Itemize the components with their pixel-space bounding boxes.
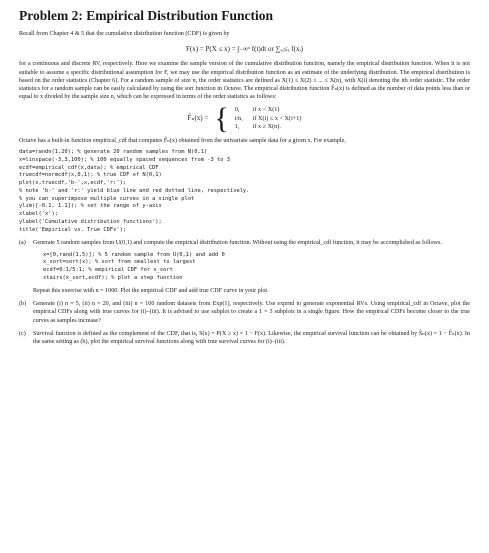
paragraph-order-statistics: for a continuous and discrete RV, respectively. Here we examine the sample version of the cumulative distribution function, namely the empirical distribution function. When it is not suitable to assume a specific distributional assumption for F, we may use the empirical distribution function as an estimate of the underlying distribution. The empirical distribution is based on the order statistics (Chapter 6). For a random sample of size n, the order statistics are defined as X(1) ≤ X(2) ≤ ... ≤ X(n), with X(i) denoting the ith order statistic. The order statistics for a random sample can be easily calculated by using the sort function in Octave. The empirical distribution function F̂ₙ(x) is defined as the number of data points less than or equal to x divided by the sample size n, which can be expressed in terms of the order statistics as follows: xyxy=(19,61,470,101)
code-example: data=randn(1,20); % generate 20 random samples from N(0,1) x=linspace(-3,3,100); % 100 equally spaced sequences from -3 to 3 ecdf=empirical_cdf(x,data); % empirical CDF truecdf=normcdf(x,0,1); % true CDF of N(0,1) plot(x,truecdf,'b-',x,ecdf,'r:'); % note 'b-' and 'r:' yield blue line and red dotted line, respectively. % you can superimpose multiple curves in a single plot ylim([-0.1, 1.1]); % set the range of y-axis xlabel('x'); ylabel('Cumulative distribution functions'); title('Empirical vs. True CDFs'); xyxy=(19,149,250,233)
left-brace-glyph: { xyxy=(214,101,229,135)
question-text: Survival function is defined as the complement of the CDF, that is, S(x) = P(X ≥ x) = 1 − F(x). Likewise, the empirical survival function can be obtained by Ŝₙ(x) = 1 − F̂ₙ(x). In the same setting as (b), plot the empirical survival functions along with true survival curves for (i)–(iii). xyxy=(33,330,470,346)
paragraph-octave: Octave has a built-in function empirical_cdf that computes F̂ₙ(x) obtained from the univariate sample data for a given x. For example, xyxy=(19,137,346,144)
edf-definition xyxy=(19,101,470,135)
edf-lhs: F̂ₙ(x) = xyxy=(187,114,209,123)
question-b xyxy=(19,300,470,325)
problem-title: Problem 2: Empirical Distribution Function xyxy=(19,8,274,23)
intro-text: Recall from Chapter 4 & 5 that the cumulative distribution function (CDF) is given by xyxy=(19,31,230,37)
question-followup: Repeat this exercise with n = 1000. Plot the empirical CDF and add true CDF curve in your plot. xyxy=(33,287,269,294)
edf-case-row: i/n, if X(i) ≤ x < X(i+1) xyxy=(234,114,302,122)
question-text: Generate (i) n = 5, (ii) n = 20, and (iii) n = 100 random datasets from Exp(1), respectively. Use exprnd to generate exponential RVs. Using empirical_cdf in Octave, plot the empirical CDFs along with true curves for (i)–(iii). It is advised to use subplot to create a 1 × 3 subplots in a single figure. How the empirical CDFs become closer to the true curves as samples increase? xyxy=(33,300,470,324)
cdf-equation: F(x) = P(X ≤ x) = ∫₋∞ˣ f(t)dt or ∑ₓᵢ≤ₓ f(xᵢ) xyxy=(186,45,303,54)
question-a xyxy=(19,239,470,295)
edf-case-row: 1, if x ≥ X(n). xyxy=(234,122,281,130)
edf-case-row: 0, if x < X(1) xyxy=(234,106,280,114)
edf-cases xyxy=(235,106,302,131)
question-label: (b) xyxy=(19,300,27,307)
question-c xyxy=(19,330,470,347)
question-label: (a) xyxy=(19,240,26,247)
question-label: (c) xyxy=(19,330,26,337)
question-text: Generate 5 random samples from U(0,1) and compute the empirical distribution function. Without using the empirical_cdf function, it may be accomplished as follows. xyxy=(33,240,442,247)
question-code: x=[0,rand(1,5)]; % 5 random sample from U(0,1) and add 0 x_sort=sort(x); % sort from smallest to largest ecdf=0:1/5:1; % empirical CDF for x_sort stairs(x_sort,ecdf); % plot a step function xyxy=(43,251,225,281)
